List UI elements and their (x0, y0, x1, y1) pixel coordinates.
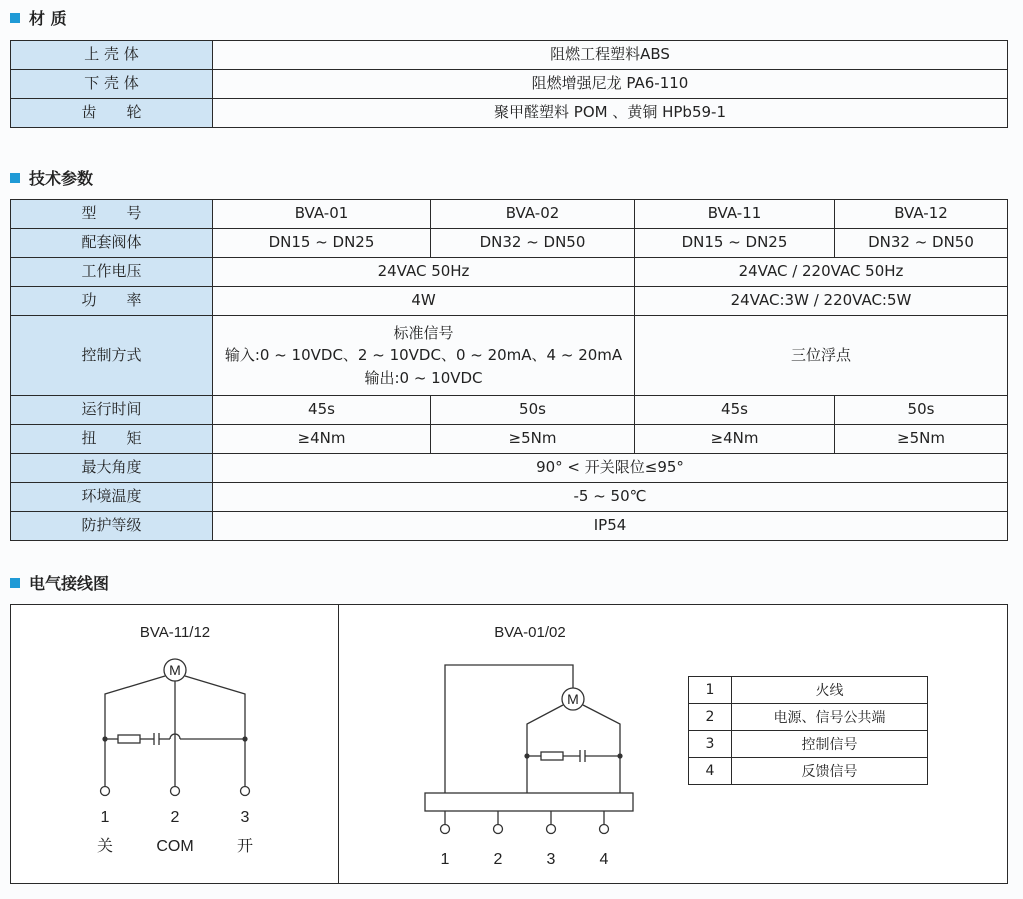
legend-number: 3 (689, 731, 732, 758)
row-label: 防护等级 (11, 512, 213, 541)
material-value: 阻燃工程塑料ABS (213, 41, 1008, 70)
model-cell: BVA-12 (835, 200, 1008, 229)
terminal-number: 4 (599, 851, 609, 868)
control-title: 标准信号 (393, 323, 454, 342)
terminal-function: 开 (236, 838, 254, 855)
motor-label: M (567, 691, 579, 707)
terminal-number: 2 (493, 851, 503, 868)
model-cell: BVA-01 (213, 200, 431, 229)
power-cell: 4W (213, 287, 635, 316)
angle-cell: 90° < 开关限位≤95° (213, 454, 1008, 483)
torque-cell: ≥5Nm (431, 425, 635, 454)
model-cell: BVA-11 (635, 200, 835, 229)
control-output: 输出:0 ~ 10VDC (364, 368, 483, 387)
model-cell: BVA-02 (431, 200, 635, 229)
row-label: 最大角度 (11, 454, 213, 483)
voltage-cell: 24VAC 50Hz (213, 258, 635, 287)
right-diagram-title: BVA-01/02 (494, 624, 566, 641)
terminal-number: 3 (240, 809, 250, 826)
junction-dot (524, 753, 529, 758)
row-label: 环境温度 (11, 483, 213, 512)
terminal-block (425, 793, 633, 811)
terminal-number: 1 (100, 809, 110, 826)
junction-dot (242, 736, 247, 741)
valve-cell: DN32 ~ DN50 (835, 229, 1008, 258)
row-label: 控制方式 (11, 316, 213, 396)
table-row (689, 704, 928, 731)
control-cell: 三位浮点 (635, 316, 1008, 396)
valve-cell: DN32 ~ DN50 (431, 229, 635, 258)
torque-cell: ≥4Nm (635, 425, 835, 454)
material-part: 齿 轮 (11, 99, 213, 128)
table-row (689, 677, 928, 704)
resistor-icon (118, 735, 140, 743)
resistor-icon (541, 752, 563, 760)
terminal-function: COM (156, 838, 194, 855)
terminal-icon (441, 825, 450, 834)
row-label: 型 号 (11, 200, 213, 229)
wiring-title: 电气接线图 (29, 574, 110, 593)
legend-number: 2 (689, 704, 732, 731)
terminal-icon (600, 825, 609, 834)
valve-cell: DN15 ~ DN25 (213, 229, 431, 258)
legend-text: 电源、信号公共端 (732, 704, 928, 731)
terminal-number: 1 (440, 851, 450, 868)
left-diagram-title: BVA-11/12 (139, 624, 211, 641)
terminal-icon (494, 825, 503, 834)
terminal-icon (101, 787, 110, 796)
ip-cell: IP54 (213, 512, 1008, 541)
material-part: 下 壳 体 (11, 70, 213, 99)
material-value: 聚甲醛塑料 POM 、黄铜 HPb59-1 (213, 99, 1008, 128)
runtime-cell: 45s (635, 396, 835, 425)
table-row (689, 758, 928, 785)
terminal-icon (171, 787, 180, 796)
runtime-cell: 50s (835, 396, 1008, 425)
row-label: 配套阀体 (11, 229, 213, 258)
terminal-number: 3 (546, 851, 556, 868)
motor-label: M (169, 662, 181, 678)
material-value: 阻燃增强尼龙 PA6-110 (213, 70, 1008, 99)
table-row (689, 731, 928, 758)
junction-dot (617, 753, 622, 758)
runtime-cell: 45s (213, 396, 431, 425)
valve-cell: DN15 ~ DN25 (635, 229, 835, 258)
runtime-cell: 50s (431, 396, 635, 425)
torque-cell: ≥4Nm (213, 425, 431, 454)
terminal-icon (547, 825, 556, 834)
row-label: 扭 矩 (11, 425, 213, 454)
legend-text: 反馈信号 (732, 758, 928, 785)
terminal-number: 2 (170, 809, 180, 826)
control-input: 输入:0 ~ 10VDC、2 ~ 10VDC、0 ~ 20mA、4 ~ 20mA (224, 346, 623, 365)
torque-cell: ≥5Nm (835, 425, 1008, 454)
params-title: 技术参数 (29, 169, 94, 188)
row-label: 工作电压 (11, 258, 213, 287)
legend-text: 火线 (732, 677, 928, 704)
power-cell: 24VAC:3W / 220VAC:5W (635, 287, 1008, 316)
row-label: 功 率 (11, 287, 213, 316)
terminal-icon (241, 787, 250, 796)
legend-text: 控制信号 (732, 731, 928, 758)
wiring-legend-table (688, 676, 928, 785)
material-part: 上 壳 体 (11, 41, 213, 70)
terminal-function: 关 (96, 838, 114, 855)
legend-number: 4 (689, 758, 732, 785)
legend-number: 1 (689, 677, 732, 704)
junction-dot (102, 736, 107, 741)
temp-cell: -5 ~ 50℃ (213, 483, 1008, 512)
materials-title: 材 质 (29, 9, 67, 28)
row-label: 运行时间 (11, 396, 213, 425)
voltage-cell: 24VAC / 220VAC 50Hz (635, 258, 1008, 287)
